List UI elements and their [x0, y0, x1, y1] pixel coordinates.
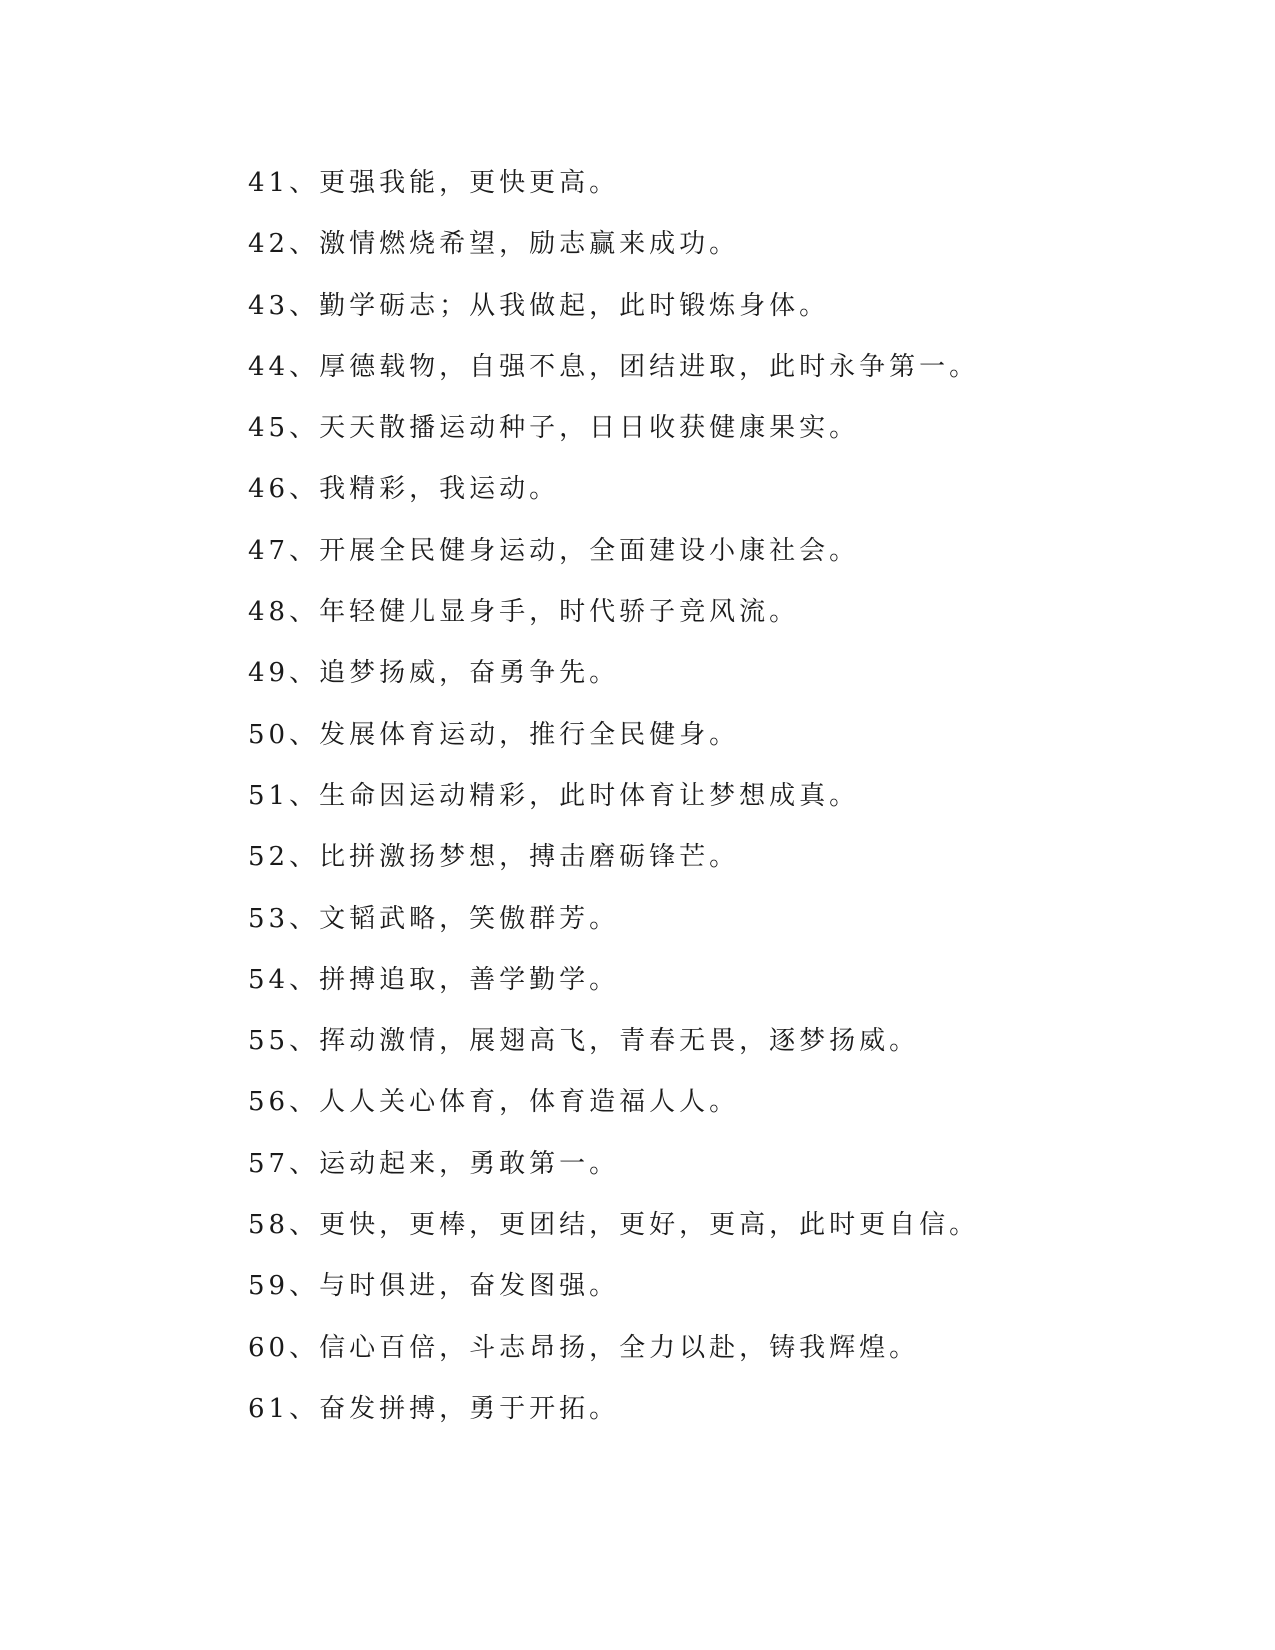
list-item: 46、我精彩，我运动。	[248, 474, 560, 505]
list-item: 58、更快，更棒，更团结，更好，更高，此时更自信。	[248, 1210, 980, 1241]
list-item: 45、天天散播运动种子，日日收获健康果实。	[248, 413, 860, 444]
list-item: 53、文韬武略，笑傲群芳。	[248, 903, 620, 934]
list-item: 56、人人关心体育，体育造福人人。	[248, 1087, 740, 1118]
list-item: 54、拼搏追取，善学勤学。	[248, 964, 620, 995]
list-item: 52、比拼激扬梦想，搏击磨砺锋芒。	[248, 842, 740, 873]
list-item: 47、开展全民健身运动，全面建设小康社会。	[248, 535, 860, 566]
list-item: 44、厚德载物，自强不息，团结进取，此时永争第一。	[248, 351, 980, 382]
list-item: 59、与时俱进，奋发图强。	[248, 1271, 620, 1302]
slogan-list	[248, 163, 1068, 1450]
list-item: 51、生命因运动精彩，此时体育让梦想成真。	[248, 780, 860, 811]
list-item: 55、挥动激情，展翅高飞，青春无畏，逐梦扬威。	[248, 1026, 920, 1057]
list-item: 49、追梦扬威，奋勇争先。	[248, 658, 620, 689]
list-item: 61、奋发拼搏，勇于开拓。	[248, 1393, 620, 1424]
list-item: 57、运动起来，勇敢第一。	[248, 1148, 620, 1179]
list-item: 50、发展体育运动，推行全民健身。	[248, 719, 740, 750]
list-item: 42、激情燃烧希望，励志赢来成功。	[248, 229, 740, 260]
list-item: 43、勤学砺志；从我做起，此时锻炼身体。	[248, 290, 830, 321]
list-item: 60、信心百倍，斗志昂扬，全力以赴，铸我辉煌。	[248, 1332, 920, 1363]
list-item: 48、年轻健儿显身手，时代骄子竞风流。	[248, 597, 800, 628]
list-item: 41、更强我能，更快更高。	[248, 168, 620, 198]
